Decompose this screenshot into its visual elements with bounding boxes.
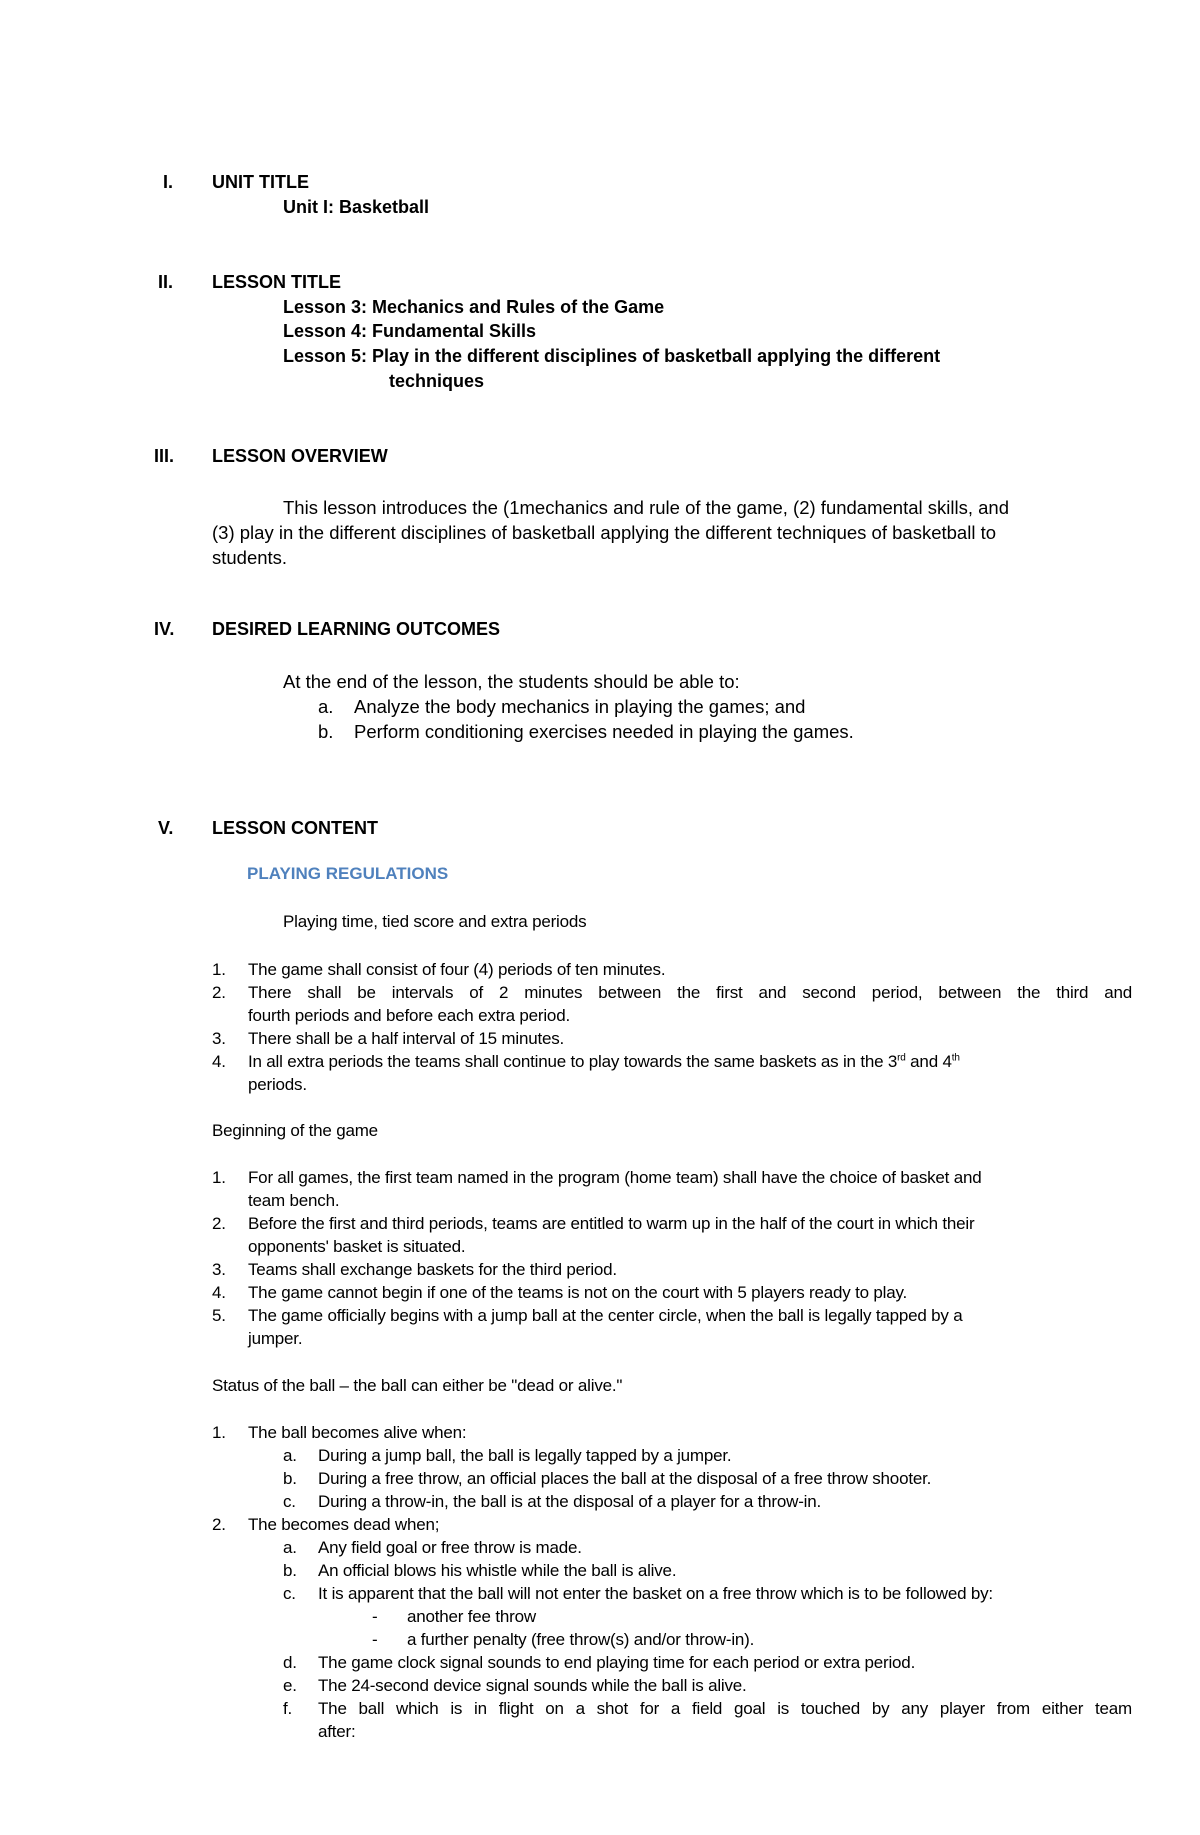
list-item: The game officially begins with a jump ball at the center circle, when the ball is legally tapped by a	[248, 1306, 963, 1325]
list-item-cont: jumper.	[248, 1329, 303, 1348]
sub-marker: b.	[283, 1469, 297, 1488]
lesson-5-title-cont: techniques	[389, 371, 485, 391]
dash-item: another fee throw	[407, 1607, 536, 1626]
section-4-number: IV.	[154, 619, 175, 639]
sub-item: The game clock signal sounds to end playing time for each period or extra period.	[318, 1653, 916, 1672]
sub-item: During a free throw, an official places the ball at the disposal of a free throw shooter.	[318, 1469, 932, 1488]
subheading-beginning: Beginning of the game	[212, 1121, 378, 1140]
sub-marker: d.	[283, 1653, 297, 1672]
dash-marker: -	[372, 1630, 378, 1649]
list-marker: 2.	[212, 1515, 226, 1534]
list-marker: 2.	[212, 1214, 226, 1233]
list-marker: 2.	[212, 983, 226, 1002]
outcome-marker: a.	[318, 696, 334, 717]
overview-line-3: students.	[212, 547, 288, 568]
superscript: rd	[897, 1052, 906, 1064]
sub-item: It is apparent that the ball will not enter the basket on a free throw which is to be followed by:	[318, 1584, 993, 1603]
sub-item: The 24-second device signal sounds while the ball is alive.	[318, 1676, 747, 1695]
list-marker: 1.	[212, 960, 226, 979]
list-marker: 4.	[212, 1052, 226, 1071]
lesson-4-title: Lesson 4: Fundamental Skills	[283, 321, 537, 341]
list-item	[248, 1050, 960, 1073]
list-item: Before the first and third periods, teams are entitled to warm up in the half of the court in which their	[248, 1214, 975, 1233]
list-item: The ball becomes alive when:	[248, 1423, 467, 1442]
content-heading: PLAYING REGULATIONS	[247, 864, 449, 883]
outcome-item: Perform conditioning exercises needed in playing the games.	[354, 721, 854, 742]
lesson-3-title: Lesson 3: Mechanics and Rules of the Game	[283, 297, 665, 317]
lesson-5-title: Lesson 5: Play in the different disciplines of basketball applying the different	[283, 346, 941, 366]
sub-item: During a throw-in, the ball is at the disposal of a player for a throw-in.	[318, 1492, 822, 1511]
section-4-title: DESIRED LEARNING OUTCOMES	[212, 619, 501, 639]
section-3-title: LESSON OVERVIEW	[212, 446, 388, 466]
sub-item-cont: after:	[318, 1722, 356, 1741]
outcomes-intro: At the end of the lesson, the students should be able to:	[283, 671, 740, 692]
dash-marker: -	[372, 1607, 378, 1626]
overview-line-1: This lesson introduces the (1mechanics and rule of the game, (2) fundamental skills, and	[283, 497, 1009, 518]
list-item-cont: periods.	[248, 1075, 307, 1094]
sub-marker: c.	[283, 1584, 296, 1603]
list-item: There shall be intervals of 2 minutes between the first and second period, between the third and	[248, 983, 1132, 1002]
list-item: The game shall consist of four (4) periods of ten minutes.	[248, 960, 666, 979]
section-2-number: II.	[158, 272, 174, 292]
outcome-marker: b.	[318, 721, 334, 742]
list-marker: 3.	[212, 1260, 226, 1279]
list-item-text: In all extra periods the teams shall continue to play towards the same baskets as in the 3	[248, 1052, 898, 1071]
sub-item: An official blows his whistle while the ball is alive.	[318, 1561, 677, 1580]
sub-item: The ball which is in flight on a shot for a field goal is touched by any player from either team	[318, 1699, 1132, 1718]
outcome-item: Analyze the body mechanics in playing the games; and	[354, 696, 806, 717]
sub-marker: f.	[283, 1699, 293, 1718]
list-item-cont: opponents' basket is situated.	[248, 1237, 466, 1256]
list-item: The game cannot begin if one of the teams is not on the court with 5 players ready to play.	[248, 1283, 908, 1302]
section-1-number: I.	[163, 172, 174, 192]
superscript: th	[951, 1052, 960, 1064]
list-marker: 1.	[212, 1423, 226, 1442]
list-item-cont: team bench.	[248, 1191, 340, 1210]
unit-title: Unit I: Basketball	[283, 197, 430, 217]
dash-item: a further penalty (free throw(s) and/or throw-in).	[407, 1630, 755, 1649]
sub-marker: e.	[283, 1676, 297, 1695]
sub-item: During a jump ball, the ball is legally tapped by a jumper.	[318, 1446, 732, 1465]
section-2-title: LESSON TITLE	[212, 272, 342, 292]
list-marker: 3.	[212, 1029, 226, 1048]
sub-marker: b.	[283, 1561, 297, 1580]
list-item-cont: fourth periods and before each extra period.	[248, 1006, 570, 1025]
sub-marker: a.	[283, 1446, 297, 1465]
list-item: The becomes dead when;	[248, 1515, 440, 1534]
list-item: Teams shall exchange baskets for the third period.	[248, 1260, 617, 1279]
subheading-playing-time: Playing time, tied score and extra periods	[283, 912, 587, 931]
list-marker: 5.	[212, 1306, 226, 1325]
subheading-status: Status of the ball – the ball can either be "dead or alive."	[212, 1376, 623, 1395]
section-3-number: III.	[154, 446, 175, 466]
overview-line-2: (3) play in the different disciplines of basketball applying the different techniques of basketball to	[212, 522, 997, 543]
section-5-title: LESSON CONTENT	[212, 818, 379, 838]
sub-marker: c.	[283, 1492, 296, 1511]
section-5-number: V.	[158, 818, 174, 838]
sub-marker: a.	[283, 1538, 297, 1557]
list-item: There shall be a half interval of 15 minutes.	[248, 1029, 565, 1048]
section-1-title: UNIT TITLE	[212, 172, 309, 192]
list-marker: 1.	[212, 1168, 226, 1187]
sub-item: Any field goal or free throw is made.	[318, 1538, 582, 1557]
list-marker: 4.	[212, 1283, 226, 1302]
list-item-text: and 4	[905, 1052, 952, 1071]
list-item: For all games, the first team named in the program (home team) shall have the choice of basket and	[248, 1168, 982, 1187]
